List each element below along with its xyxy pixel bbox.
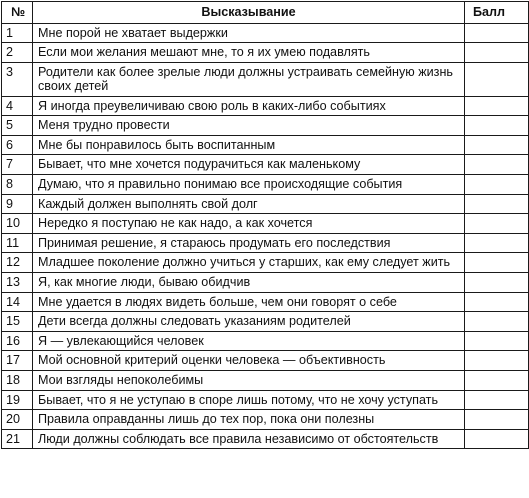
- score-cell[interactable]: [465, 292, 529, 312]
- statement-text: Люди должны соблюдать все правила независимо от обстоятельств: [33, 429, 465, 449]
- table-row: [2, 253, 529, 273]
- row-number: 10: [2, 214, 33, 234]
- row-number: 19: [2, 390, 33, 410]
- table-row: [2, 135, 529, 155]
- table-row: [2, 331, 529, 351]
- score-cell[interactable]: [465, 273, 529, 293]
- score-cell[interactable]: [465, 62, 529, 96]
- row-number: 17: [2, 351, 33, 371]
- score-cell[interactable]: [465, 331, 529, 351]
- questionnaire-table: [1, 1, 529, 449]
- statement-text: Родители как более зрелые люди должны устраивать семейную жизнь своих детей: [33, 62, 465, 96]
- row-number: 12: [2, 253, 33, 273]
- statement-text: Если мои желания мешают мне, то я их умею подавлять: [33, 43, 465, 63]
- table-row: [2, 155, 529, 175]
- row-number: 4: [2, 96, 33, 116]
- table-row: [2, 116, 529, 136]
- statement-text: Думаю, что я правильно понимаю все происходящие события: [33, 175, 465, 195]
- row-number: 5: [2, 116, 33, 136]
- statement-text: Бывает, что я не уступаю в споре лишь потому, что не хочу уступать: [33, 390, 465, 410]
- statement-text: Нередко я поступаю не как надо, а как хочется: [33, 214, 465, 234]
- row-number: 8: [2, 175, 33, 195]
- table-row: [2, 312, 529, 332]
- table-row: [2, 410, 529, 430]
- row-number: 13: [2, 273, 33, 293]
- score-cell[interactable]: [465, 371, 529, 391]
- column-header-number: №: [2, 2, 33, 24]
- score-cell[interactable]: [465, 135, 529, 155]
- score-cell[interactable]: [465, 214, 529, 234]
- row-number: 9: [2, 194, 33, 214]
- row-number: 21: [2, 429, 33, 449]
- statement-text: Мне удается в людях видеть больше, чем они говорят о себе: [33, 292, 465, 312]
- column-header-statement: Высказывание: [33, 2, 465, 24]
- row-number: 20: [2, 410, 33, 430]
- row-number: 2: [2, 43, 33, 63]
- statement-text: Мне бы понравилось быть воспитанным: [33, 135, 465, 155]
- score-cell[interactable]: [465, 312, 529, 332]
- row-number: 16: [2, 331, 33, 351]
- score-cell[interactable]: [465, 23, 529, 43]
- table-row: [2, 214, 529, 234]
- statement-text: Мои взгляды непоколебимы: [33, 371, 465, 391]
- score-cell[interactable]: [465, 43, 529, 63]
- score-cell[interactable]: [465, 96, 529, 116]
- statement-text: Меня трудно провести: [33, 116, 465, 136]
- score-cell[interactable]: [465, 429, 529, 449]
- column-header-score: Балл: [465, 2, 529, 24]
- row-number: 1: [2, 23, 33, 43]
- table-row: [2, 429, 529, 449]
- table-row: [2, 233, 529, 253]
- table-row: [2, 390, 529, 410]
- score-cell[interactable]: [465, 233, 529, 253]
- row-number: 15: [2, 312, 33, 332]
- statement-text: Бывает, что мне хочется подурачиться как маленькому: [33, 155, 465, 175]
- statement-text: Мне порой не хватает выдержки: [33, 23, 465, 43]
- statement-text: Мой основной критерий оценки человека — объективность: [33, 351, 465, 371]
- score-cell[interactable]: [465, 351, 529, 371]
- score-cell[interactable]: [465, 253, 529, 273]
- score-cell[interactable]: [465, 175, 529, 195]
- table-header-row: [2, 2, 529, 24]
- score-cell[interactable]: [465, 155, 529, 175]
- row-number: 7: [2, 155, 33, 175]
- table-row: [2, 351, 529, 371]
- row-number: 3: [2, 62, 33, 96]
- table-row: [2, 23, 529, 43]
- statement-text: Дети всегда должны следовать указаниям родителей: [33, 312, 465, 332]
- table-row: [2, 175, 529, 195]
- score-cell[interactable]: [465, 116, 529, 136]
- row-number: 11: [2, 233, 33, 253]
- table-row: [2, 43, 529, 63]
- table-row: [2, 194, 529, 214]
- statement-text: Я иногда преувеличиваю свою роль в каких-либо событиях: [33, 96, 465, 116]
- score-cell[interactable]: [465, 410, 529, 430]
- statement-text: Младшее поколение должно учиться у старших, как ему следует жить: [33, 253, 465, 273]
- table-row: [2, 273, 529, 293]
- row-number: 14: [2, 292, 33, 312]
- row-number: 18: [2, 371, 33, 391]
- statement-text: Я — увлекающийся человек: [33, 331, 465, 351]
- table-row: [2, 371, 529, 391]
- table-row: [2, 292, 529, 312]
- score-cell[interactable]: [465, 390, 529, 410]
- table-row: [2, 62, 529, 96]
- statement-text: Я, как многие люди, бываю обидчив: [33, 273, 465, 293]
- statement-text: Правила оправданны лишь до тех пор, пока они полезны: [33, 410, 465, 430]
- statement-text: Принимая решение, я стараюсь продумать его последствия: [33, 233, 465, 253]
- row-number: 6: [2, 135, 33, 155]
- score-cell[interactable]: [465, 194, 529, 214]
- statement-text: Каждый должен выполнять свой долг: [33, 194, 465, 214]
- table-row: [2, 96, 529, 116]
